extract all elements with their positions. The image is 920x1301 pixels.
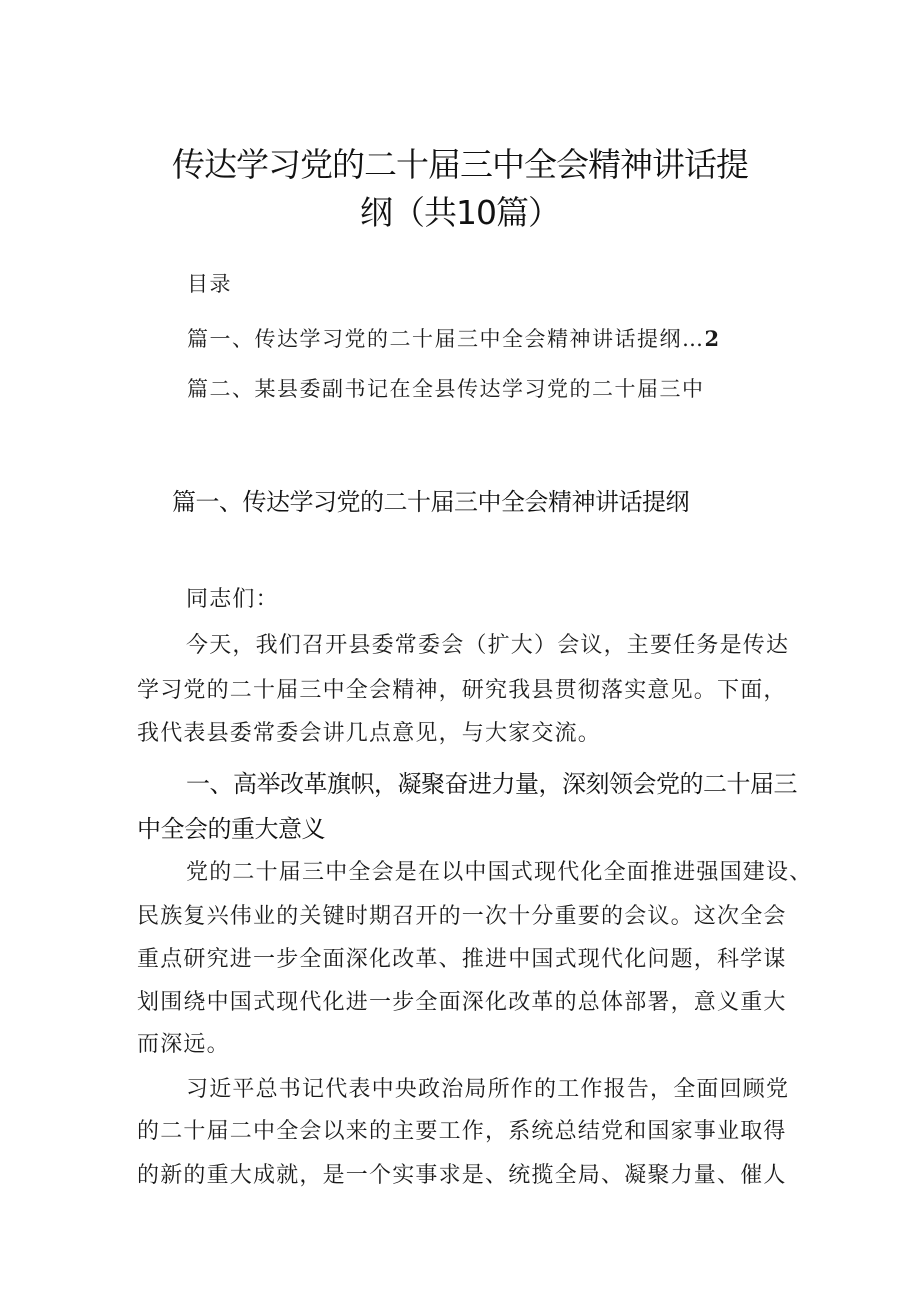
document-title-line-1: 传达学习党的二十届三中全会精神讲话提: [172, 145, 748, 184]
toc-item-1[interactable]: [187, 323, 721, 353]
paragraph-3-line: 的二十届二中全会以来的主要工作，系统总结党和国家事业取得: [137, 1119, 787, 1144]
paragraph-2-line: 民族复兴伟业的关键时期召开的一次十分重要的会议。这次全会: [137, 904, 787, 929]
heading-1-line: 一、高举改革旗帜，凝聚奋进力量，深刻领会党的二十届三: [186, 770, 797, 798]
toc-heading: 目录: [187, 272, 232, 296]
toc-item-1-label: 篇一、传达学习党的二十届三中全会精神讲话提纲…: [187, 327, 705, 351]
paragraph-1-line: 学习党的二十届三中全会精神，研究我县贯彻落实意见。下面，: [137, 678, 787, 703]
toc-item-1-page: 2: [704, 326, 721, 351]
paragraph-3-line: 习近平总书记代表中央政治局所作的工作报告，全面回顾党: [186, 1077, 790, 1102]
heading-1-line: 中全会的重大意义: [137, 815, 325, 843]
paragraph-2-line: 重点研究进一步全面深化改革、推进中国式现代化问题，科学谋: [137, 947, 787, 972]
paragraph-3-line: 的新的重大成就，是一个实事求是、统揽全局、凝聚力量、催人: [137, 1163, 787, 1188]
paragraph-1-line: 我代表县委常委会讲几点意见，与大家交流。: [137, 721, 602, 746]
paragraph-2-line: 划围绕中国式现代化进一步全面深化改革的总体部署，意义重大: [137, 990, 787, 1015]
paragraph-2-line: 党的二十届三中全会是在以中国式现代化全面推进强国建设、: [186, 860, 813, 885]
section-heading: 篇一、传达学习党的二十届三中全会精神讲话提纲: [172, 488, 689, 516]
salutation: 同志们：: [186, 587, 279, 612]
paragraph-2-line: 而深远。: [137, 1032, 230, 1057]
paragraph-1-line: 今天，我们召开县委常委会（扩大）会议，主要任务是传达: [186, 633, 790, 658]
document-title-line-2: 纲（共10篇）: [360, 193, 560, 232]
toc-item-2[interactable]: 篇二、某县委副书记在全县传达学习党的二十届三中: [187, 377, 705, 401]
